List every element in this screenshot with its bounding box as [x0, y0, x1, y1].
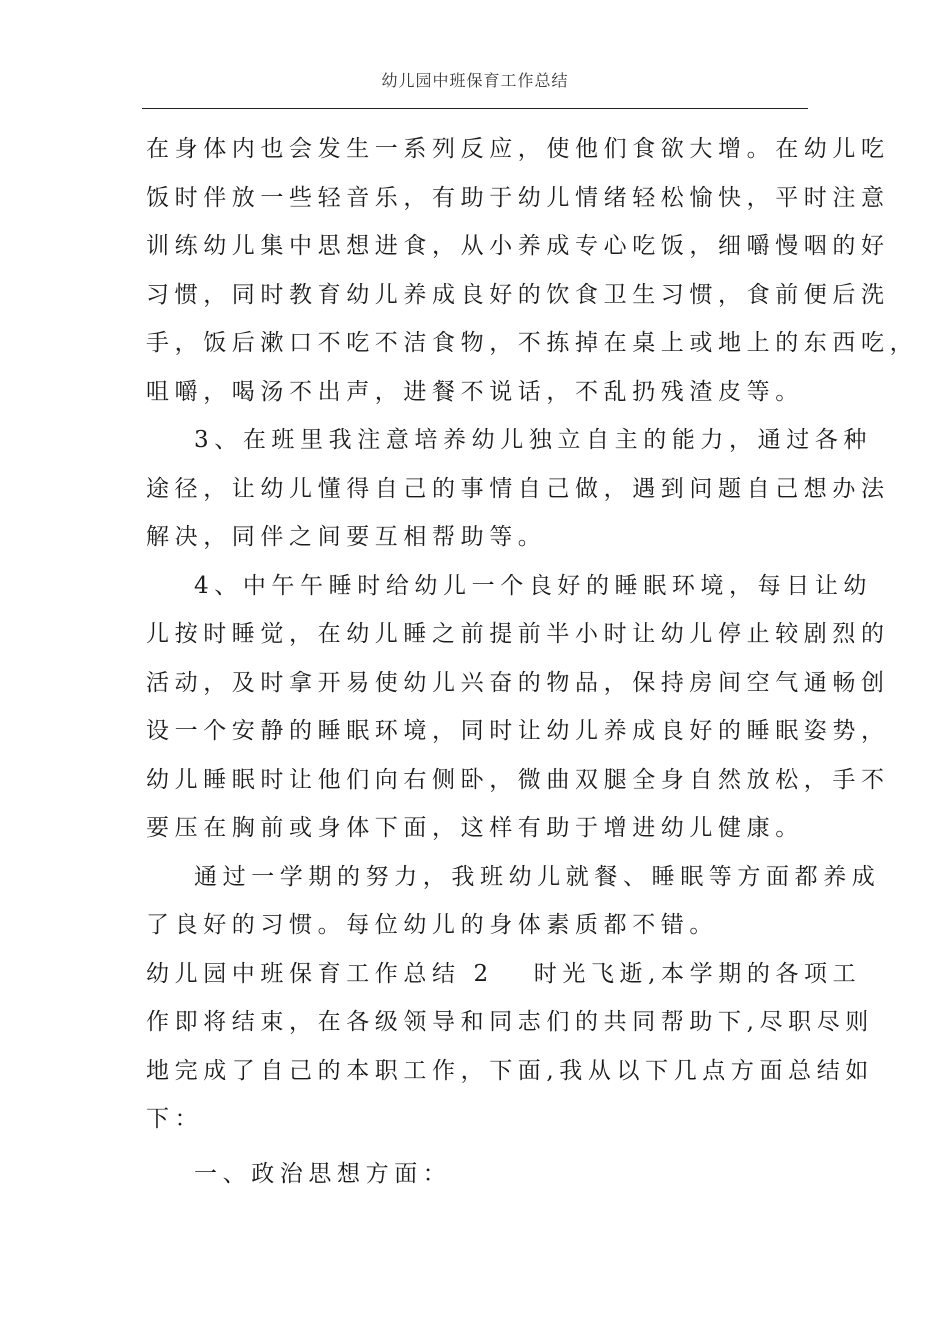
text-line: 幼儿睡眠时让他们向右侧卧，微曲双腿全身自然放松，手不	[146, 766, 890, 793]
text-line	[146, 950, 862, 999]
text-line: 咀嚼，喝汤不出声，进餐不说话，不乱扔残渣皮等。	[146, 378, 804, 405]
section-title: 幼儿园中班保育工作总结 2	[146, 960, 494, 987]
text-line: 地完成了自己的本职工作，下面,我从以下几点方面总结如	[146, 1057, 874, 1084]
paragraph-heading-politics	[146, 1150, 826, 1199]
paragraph-summary	[146, 853, 881, 950]
paragraph-summary-2	[146, 950, 874, 1144]
text-line: 3、在班里我注意培养幼儿独立自主的能力，通过各种	[194, 427, 873, 453]
text-line: 解决，同伴之间要互相帮助等。	[146, 524, 547, 550]
text-line: 活动，及时拿开易使幼儿兴奋的物品，保持房间空气通畅创	[146, 669, 890, 696]
text-line: 习惯，同时教育幼儿养成良好的饮食卫生习惯，食前便后洗	[146, 281, 890, 308]
paragraph-eating-habits	[146, 125, 919, 416]
text-line: 训练幼儿集中思想进食，从小养成专心吃饭，细嚼慢咽的好	[146, 233, 890, 259]
paragraph-nap-time	[146, 562, 890, 853]
document-body	[146, 125, 919, 1198]
text-line: 在身体内也会发生一系列反应，使他们食欲大增。在幼儿吃	[146, 136, 890, 162]
subheading: 一、政治思想方面：	[194, 1160, 452, 1187]
text-line: 设一个安静的睡眠环境，同时让幼儿养成良好的睡眠姿势，	[146, 718, 890, 744]
text-line: 作即将结束，在各级领导和同志们的共同帮助下,尽职尽则	[146, 1009, 874, 1035]
text-line: 了良好的习惯。每位幼儿的身体素质都不错。	[146, 912, 718, 938]
page-header	[142, 60, 808, 109]
text-line: 途径，让幼儿懂得自己的事情自己做，遇到问题自己想办法	[146, 475, 890, 502]
text-line: 儿按时睡觉，在幼儿睡之前提前半小时让幼儿停止较剧烈的	[146, 621, 890, 647]
text-line: 下：	[146, 1106, 204, 1132]
paragraph-independence	[146, 416, 890, 562]
section-intro: 时光飞逝,本学期的各项工	[533, 960, 862, 987]
text-line: 要压在胸前或身体下面，这样有助于增进幼儿健康。	[146, 815, 804, 841]
header-title: 幼儿园中班保育工作总结	[381, 71, 569, 90]
text-line: 手，饭后漱口不吃不洁食物，不拣掉在桌上或地上的东西吃，	[146, 330, 919, 356]
text-line: 4、中午午睡时给幼儿一个良好的睡眠环境，每日让幼	[194, 572, 873, 599]
text-line: 饭时伴放一些轻音乐，有助于幼儿情绪轻松愉快，平时注意	[146, 184, 890, 211]
text-line: 通过一学期的努力，我班幼儿就餐、睡眠等方面都养成	[194, 863, 881, 890]
